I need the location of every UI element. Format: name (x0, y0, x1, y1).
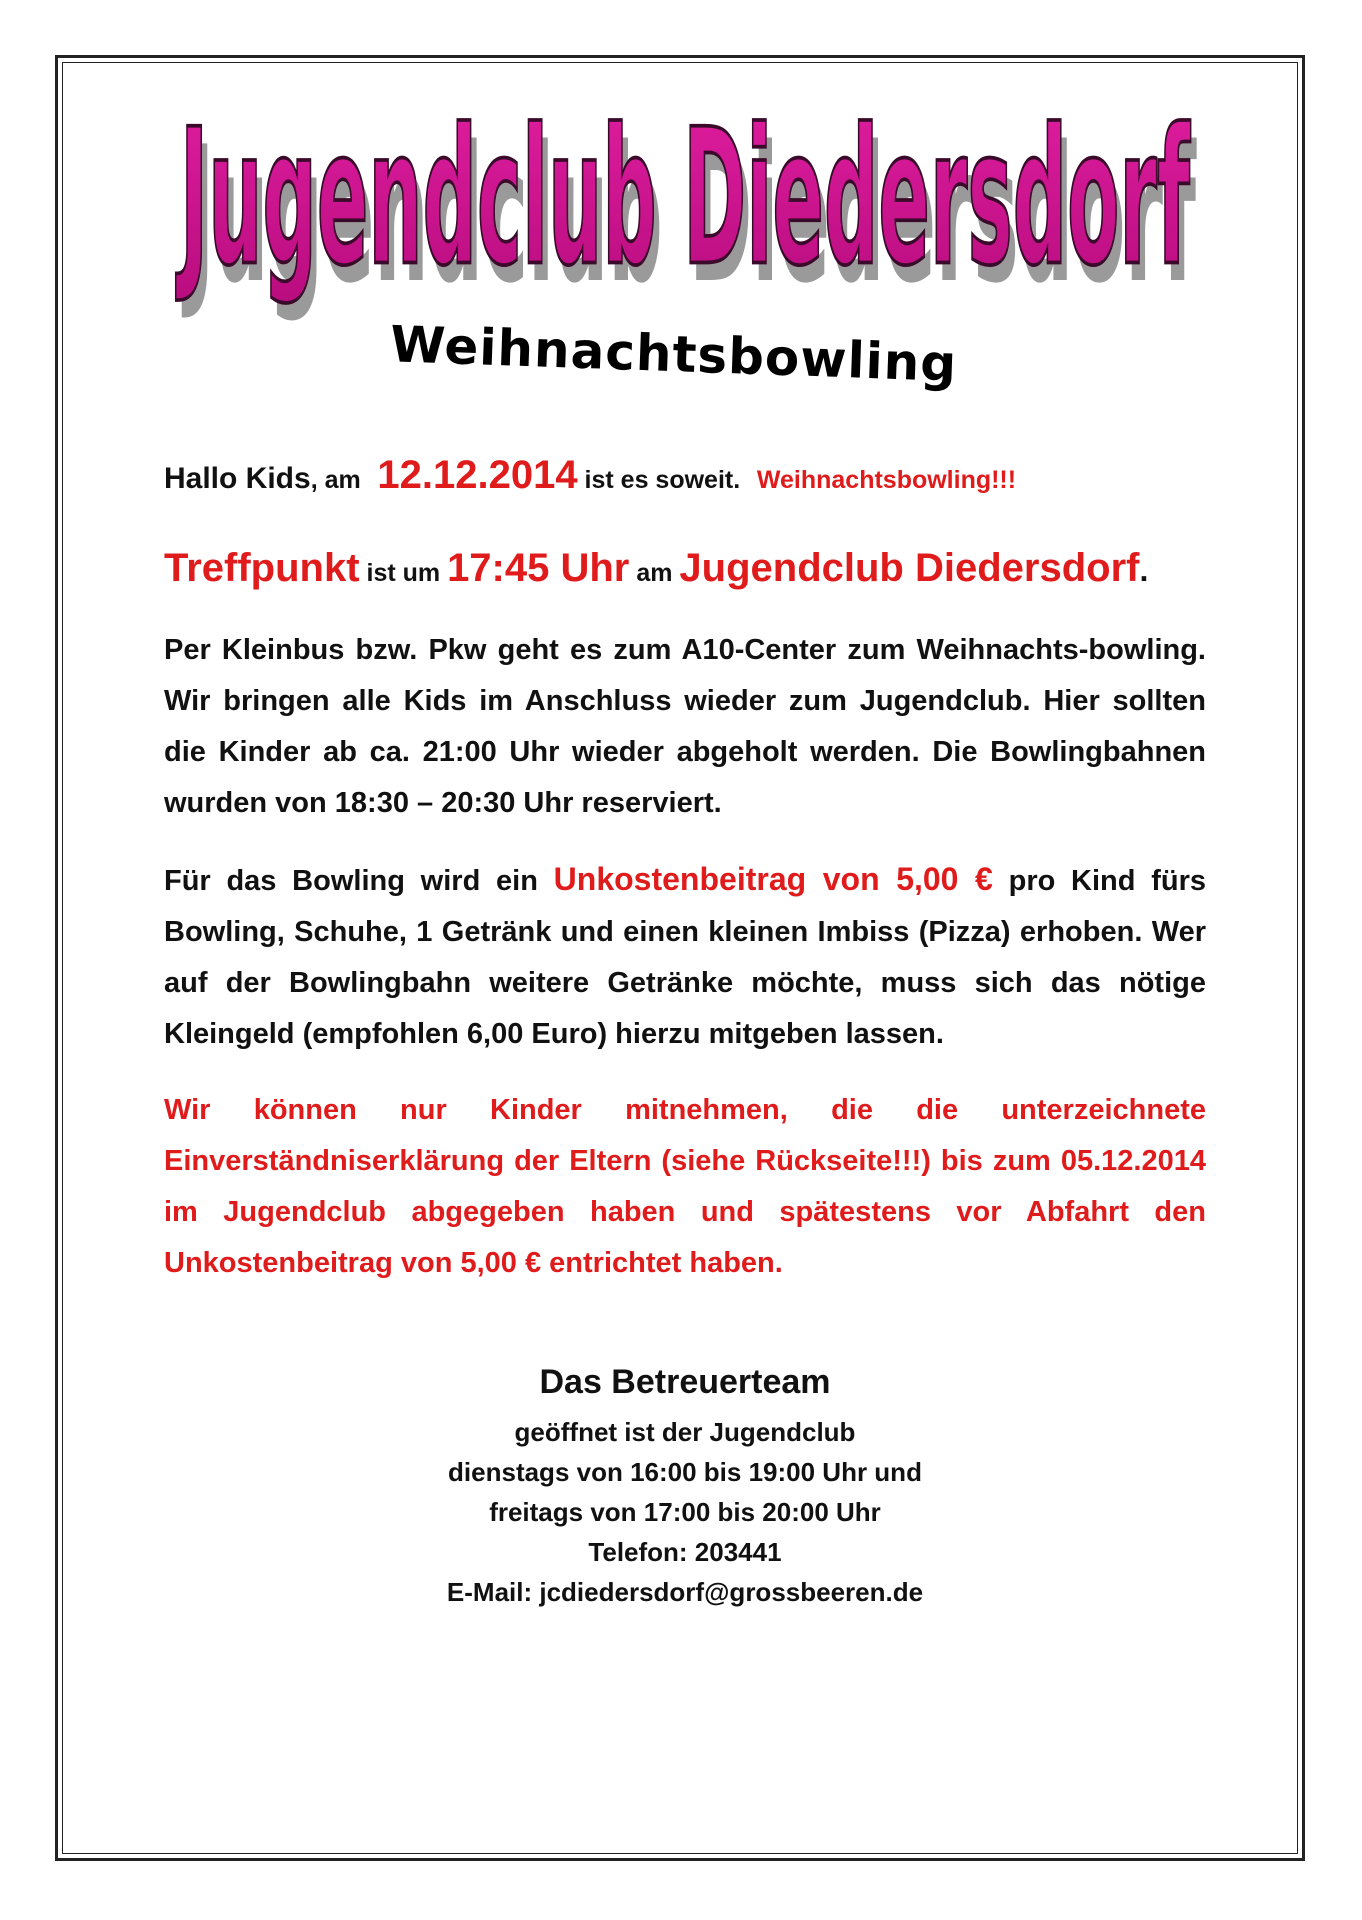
cost-paragraph (164, 854, 1206, 1060)
opening-intro: geöffnet ist der Jugendclub (514, 1417, 856, 1447)
meeting-place: Jugendclub Diedersdorf (679, 546, 1140, 590)
cost-highlight: Unkostenbeitrag von 5,00 € (553, 861, 993, 897)
footer (164, 1358, 1206, 1612)
intro-am: , am (310, 466, 361, 494)
transport-paragraph: Per Kleinbus bzw. Pkw geht es zum A10-Center zum Weihnachts-bowling. Wir bringen alle Kids im Anschluss wieder zum Jugendclub. Hier sollten die Kinder ab ca. 21:00 Uhr wieder abgeholt werden. Die Bowlingbahnen wurden von 18:30 – 20:30 Uhr reserviert. (164, 634, 1206, 819)
phone: Telefon: 203441 (588, 1537, 782, 1567)
event-date: 12.12.2014 (377, 453, 578, 497)
intro-line (164, 445, 1206, 510)
cost-after: pro Kind fürs Bowling, Schuhe, 1 Getränk und einen kleinen Imbiss (Pizza) erhoben. Wer auf der Bowlingbahn weitere Getränke möchte, muss sich das nötige Kleingeld (empfohlen 6,00 Euro) hierzu mitgeben lassen. (164, 865, 1207, 1050)
meeting-ist-um: ist um (359, 559, 448, 587)
main-content (164, 445, 1206, 1314)
meeting-label: Treffpunkt (164, 546, 360, 590)
opening-friday: freitags von 17:00 bis 20:00 Uhr (489, 1497, 881, 1527)
club-logo (150, 80, 1210, 340)
meeting-am: am (629, 559, 680, 587)
subtitle: Weihnachtsbowling (389, 315, 959, 394)
meeting-dot: . (1139, 552, 1149, 588)
email: E-Mail: jcdiedersdorf@grossbeeren.de (446, 1577, 924, 1607)
warning-paragraph: Wir können nur Kinder mitnehmen, die die unterzeichnete Einverständniserklärung der Eltern (siehe Rückseite!!!) bis zum 05.12.2014 im Jugendclub abgegeben haben und spätestens vor Abfahrt den Unkostenbeitrag von 5,00 € entrichtet haben. (164, 1094, 1206, 1279)
opening-tuesday: dienstags von 16:00 bis 19:00 Uhr und (448, 1457, 922, 1487)
team-signature: Das Betreuerteam (539, 1363, 831, 1401)
logo-shadow-text: Jugendclub Diedersdorf (181, 106, 1197, 326)
meeting-line (164, 538, 1206, 603)
intro-soweit: ist es soweit. (577, 466, 741, 494)
meeting-time: 17:45 Uhr (447, 546, 630, 590)
event-name: Weihnachtsbowling!!! (756, 466, 1017, 494)
cost-before: Für das Bowling wird ein (164, 865, 554, 897)
greeting: Hallo Kids (164, 462, 311, 495)
logo-text: Jugendclub Diedersdorf (175, 89, 1191, 308)
